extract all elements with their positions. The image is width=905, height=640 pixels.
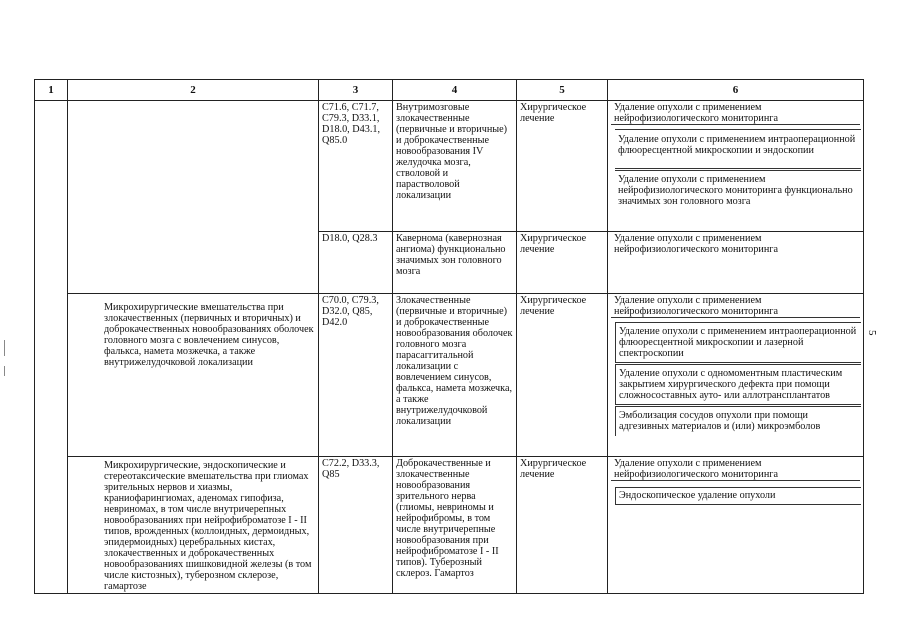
method-item: Удаление опухоли с применением нейрофизиологического мониторинга xyxy=(614,233,778,255)
cell-number xyxy=(35,101,68,594)
cell-methods xyxy=(608,232,864,294)
cell-treatment-type: Хирургическое лечение xyxy=(517,232,608,294)
method-item: Удаление опухоли с одномоментным пластическим закрытием хирургического дефекта при помощи сложносоставных ауто- или аллотрансплантатов xyxy=(615,364,861,405)
method-item: Удаление опухоли с применением нейрофизиологического мониторинга xyxy=(611,458,860,481)
header-col-5: 5 xyxy=(517,80,608,101)
header-row xyxy=(35,80,864,101)
cell-treatment-type: Хирургическое лечение xyxy=(517,457,608,594)
services-table xyxy=(34,79,864,594)
method-item: Удаление опухоли с применением интраоперационной флюоресцентной микроскопии и эндоскопии xyxy=(615,129,861,169)
cell-icd-codes: C71.6, C71.7, C79.3, D33.1, D18.0, D43.1, Q85.0 xyxy=(319,101,393,232)
method-item: Удаление опухоли с применением интраоперационной флюоресцентной микроскопии и лазерной спектроскопии xyxy=(615,322,861,363)
cell-methods xyxy=(608,294,864,457)
cell-intervention: Микрохирургические, эндоскопические и стереотаксические вмешательства при глиомах зрительных нервов и хиазмы, краниофарингиомах, аденомах гипофиза, невриномах, в том числе внутричерепных новообразованиях при нейрофиброматозе I - II типов, врожденных (коллоидных, дермоидных, эпидермоидных) церебральных кистах, злокачественных и доброкачественных новообразованиях шишковидной железы (в том числе кистозных), туберозном склерозе, гамартозе xyxy=(68,457,319,594)
header-col-3: 3 xyxy=(319,80,393,101)
cell-icd-codes: D18.0, Q28.3 xyxy=(319,232,393,294)
cell-diagnosis: Доброкачественные и злокачественные новообразования зрительного нерва (глиомы, невриномы и нейрофибромы, в том числе внутричерепные новообразования при нейрофиброматозе I - II типов). Туберозный склероз. Гамартоз xyxy=(393,457,517,594)
cell-treatment-type: Хирургическое лечение xyxy=(517,294,608,457)
cell-icd-codes: C70.0, C79.3, D32.0, Q85, D42.0 xyxy=(319,294,393,457)
cell-icd-codes: C72.2, D33.3, Q85 xyxy=(319,457,393,594)
method-item: Удаление опухоли с применением нейрофизиологического мониторинга xyxy=(611,295,860,318)
cell-diagnosis: Внутримозговые злокачественные (первичные и вторичные) и доброкачественные новообразования IV желудочка мозга, стволовой и парастволовой локализации xyxy=(393,101,517,232)
method-item: Удаление опухоли с применением нейрофизиологического мониторинга xyxy=(611,102,860,125)
cell-treatment-type: Хирургическое лечение xyxy=(517,101,608,232)
method-item: Эндоскопическое удаление опухоли xyxy=(615,487,861,505)
header-col-2: 2 xyxy=(68,80,319,101)
table-row xyxy=(35,101,864,232)
table-row xyxy=(35,294,864,457)
cell-methods xyxy=(608,101,864,232)
header-col-4: 4 xyxy=(393,80,517,101)
method-item: Эмболизация сосудов опухоли при помощи адгезивных материалов и (или) микроэмболов xyxy=(615,406,861,436)
table-row xyxy=(35,457,864,594)
cell-intervention: Микрохирургические вмешательства при злокачественных (первичных и вторичных) и доброкачественных новообразованиях оболочек головного мозга с вовлечением синусов, фалькса, намета мозжечка, а также внутрижелудочковой локализации xyxy=(68,294,319,457)
header-col-6: 6 xyxy=(608,80,864,101)
margin-mark-bottom xyxy=(4,366,5,376)
page-number: 5 xyxy=(866,330,878,336)
cell-diagnosis: Злокачественные (первичные и вторичные) и доброкачественные новообразования оболочек головного мозга парасаггитальной локализации с вовлечением синусов, фалькса, намета мозжечка, а также внутрижелудочковой локализации xyxy=(393,294,517,457)
cell-methods xyxy=(608,457,864,594)
header-col-1: 1 xyxy=(35,80,68,101)
cell-intervention xyxy=(68,101,319,294)
margin-mark-top xyxy=(4,340,5,356)
method-item: Удаление опухоли с применением нейрофизиологического мониторинга функционально значимых зон головного мозга xyxy=(615,170,861,211)
cell-diagnosis: Кавернома (кавернозная ангиома) функционально значимых зон головного мозга xyxy=(393,232,517,294)
